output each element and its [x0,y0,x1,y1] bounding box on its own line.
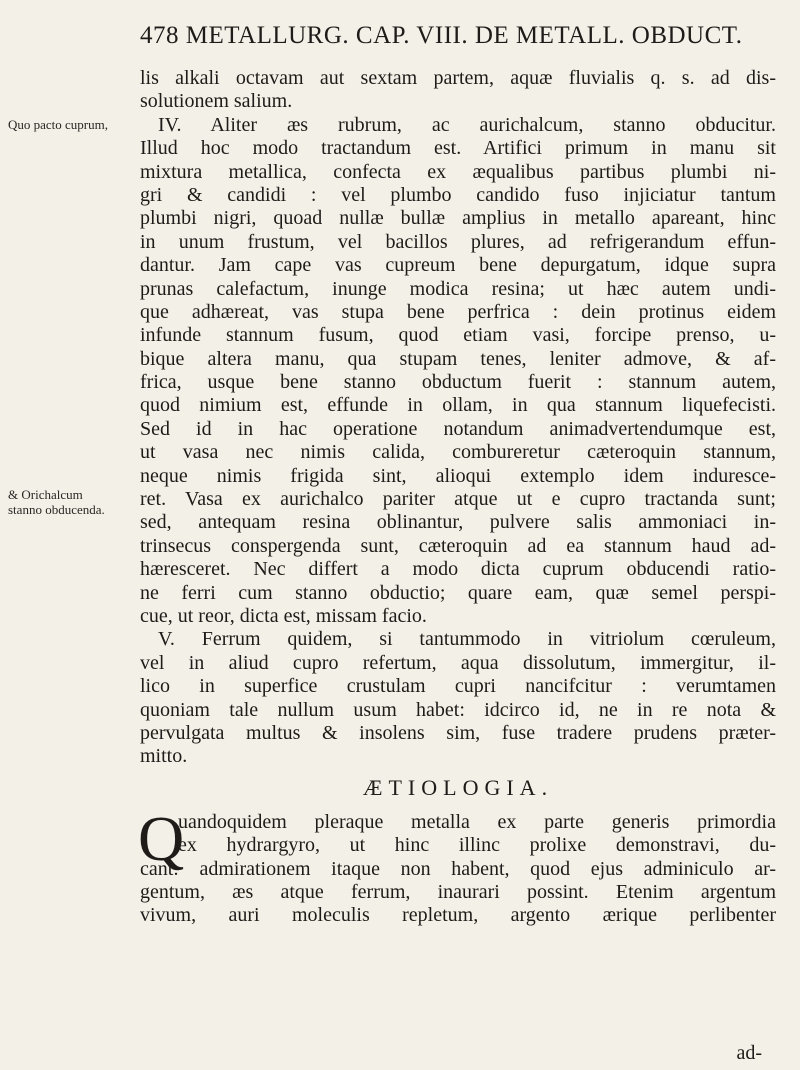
text-line: cue, ut reor, dicta est, missam facio. [140,604,427,627]
text-line: ne ferri cum stanno obductio; quare eam, quæ semel perspi- [140,581,776,604]
text-line: IV. Aliter æs rubrum, ac aurichalcum, stanno obducitur. [158,113,776,136]
text-line: ret. Vasa ex aurichalco pariter atque ut e cupro tractanda sunt; [140,488,776,511]
paragraph-4 [138,802,776,928]
section-heading: ÆTIOLOGIA. [362,774,554,800]
text-line: uandoquidem pleraque metalla ex parte generis primordia [178,810,776,833]
text-line: infunde stannum fusum, quod etiam vasi, forcipe prenso, u- [140,324,776,347]
text-line: bique altera manu, qua stupam tenes, leniter admove, & af- [140,347,776,370]
text-line: vivum, auri moleculis repletum, argento ærique perlibenter [140,904,776,927]
drop-cap: Q [138,802,185,874]
text-line: vel in aliud cupro refertum, aqua dissolutum, immergitur, il- [140,651,776,674]
catchword: ad- [736,1042,762,1064]
text-line: frica, usque bene stanno obductum fuerit : stannum autem, [140,371,776,394]
text-line: V. Ferrum quidem, si tantummodo in vitriolum cœruleum, [158,628,776,651]
paragraph-2 [140,114,776,629]
text-line: mixtura metallica, confecta ex æqualibus partibus plumbi ni- [140,160,776,183]
text-line: pervulgata multus & insolens sim, fuse tradere prudens præter- [140,721,776,744]
text-line: solutionem salium. [140,90,293,113]
text-line: ex hydrargyro, ut hinc illinc prolixe demonstravi, du- [178,834,776,857]
text-line: Sed id in hac operatione notandum animadvertendumque est, [140,417,776,440]
margin-note-cuprum: Quo pacto cuprum, [8,117,109,132]
text-line: quod nimium est, effunde in ollam, in qua stannum liquefecisti. [140,394,776,417]
text-line: lis alkali octavam aut sextam partem, aquæ fluvialis q. s. ad dis- [140,67,776,89]
text-line: cant: admirationem itaque non habent, quod ejus adminiculo ar- [140,857,776,880]
text-line: gri & candidi : vel plumbo candido fuso injiciatur tantum [140,183,776,206]
text-line: dantur. Jam cape vas cupreum bene depurgatum, idque supra [140,254,776,277]
text-line: in unum frustum, vel bacillos plures, ad refrigerandum effun- [140,230,776,253]
text-line: mitto. [140,745,188,768]
text-line: neque nimis frigida sint, alioqui extemplo idem induresce- [140,464,776,487]
text-line: quoniam tale nullum usum habet: idcirco id, ne in re nota & [140,698,776,721]
text-line: plumbi nigri, quoad nullæ bullæ amplius in metallo apareant, hinc [140,207,776,230]
paragraph-1 [140,67,776,114]
text-line: que adhæreat, vas stupa bene perfrica : dein protinus eidem [140,300,776,323]
margin-note-orichalcum: & Orichalcum stanno obducenda. [8,487,105,517]
body-text [140,67,776,928]
text-line: gentum, æs atque ferrum, inaurari possint. Etenim argentum [140,880,776,903]
text-line: prunas calefactum, inunge modica resina; ut hæc autem undi- [140,277,776,300]
text-line: lico in superfice crustulam cupri nancifcitur : verumtamen [140,675,776,698]
text-line: Illud hoc modo tractandum est. Artifici primum in manu sit [140,137,776,160]
text-line: ut vasa nec nimis calida, combureretur cæteroquin stannum, [140,441,776,464]
text-line: sed, antequam resina oblinantur, pulvere salis ammoniaci in- [140,511,776,534]
paragraph-3 [140,628,776,768]
running-header: 478 METALLURG. CAP. VIII. DE METALL. OBDUCT. [140,22,743,49]
text-line: trinsecus conspergenda sunt, cæteroquin ad ea stannum haud ad- [140,534,776,557]
text-line: hæresceret. Nec differt a modo dicta cuprum obducendi ratio- [140,558,776,581]
